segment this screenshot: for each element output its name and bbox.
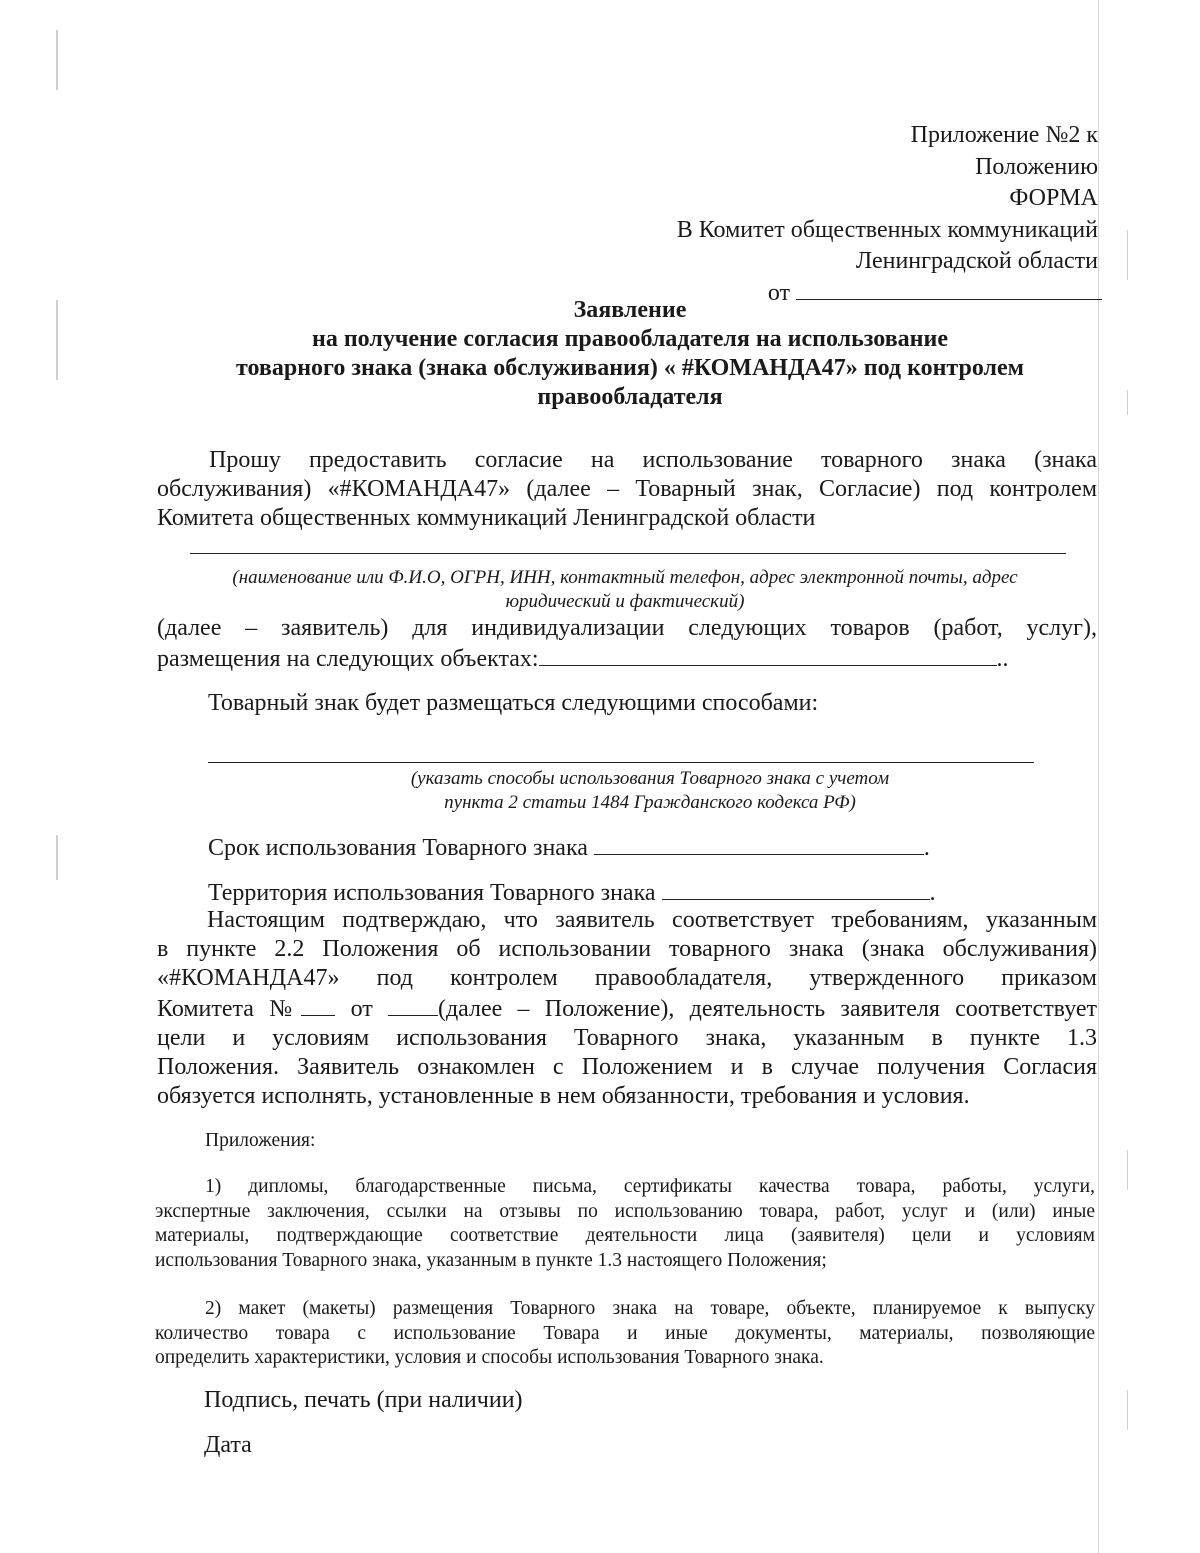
objects-label: размещения на следующих объектах: <box>157 646 539 672</box>
applicant-paragraph <box>157 614 1097 674</box>
attachment-line: количество товара с использование Товара и иные документы, материалы, позволяющие <box>155 1322 1095 1344</box>
order-number-blank[interactable] <box>301 993 335 1016</box>
document-title <box>160 296 1100 412</box>
note-line: пункта 2 статьи 1484 Гражданского кодекса РФ) <box>444 792 856 813</box>
scan-mark <box>1127 230 1128 280</box>
paragraph-line: (далее – заявитель) для индивидуализации следующих товаров (работ, услуг), <box>157 615 1097 641</box>
title-line: товарного знака (знака обслуживания) « #КОМАНДА47» под контролем <box>236 355 1024 381</box>
addressee-block <box>578 120 1098 309</box>
form-label: ФОРМА <box>1009 185 1098 211</box>
region-label: Ленинградской области <box>855 248 1098 274</box>
territory-blank[interactable] <box>662 877 930 900</box>
committee-label: В Комитет общественных коммуникаций <box>676 216 1098 243</box>
title-line: правообладателя <box>537 384 723 410</box>
term-blank[interactable] <box>594 832 924 855</box>
request-paragraph <box>157 446 1097 533</box>
note-line: (указать способы использования Товарного знака с учетом <box>410 768 890 789</box>
attachment-item-1 <box>155 1175 1095 1273</box>
order-number-label: Комитета № <box>157 996 302 1022</box>
scan-mark <box>56 30 58 90</box>
attachment-line: использования Товарного знака, указанным в пункте 1.3 настоящего Положения; <box>155 1249 827 1271</box>
territory-label: Территория использования Товарного знака <box>208 880 656 906</box>
attachment-item-2 <box>155 1297 1095 1371</box>
paragraph-line: обязуется исполнять, установленные в нем обязанности, требования и условия. <box>157 1083 970 1109</box>
paragraph-line: Положения. Заявитель ознакомлен с Положением и в случае получения Согласия <box>157 1054 1097 1080</box>
attachments-heading: Приложения: <box>205 1130 316 1151</box>
note-line: (наименование или Ф.И.О, ОГРН, ИНН, контактный телефон, адрес электронной почты, адрес <box>232 567 1018 588</box>
applicant-blank[interactable] <box>190 553 1066 554</box>
regulation-label: Положению <box>975 153 1098 180</box>
paragraph-line <box>157 993 1097 1024</box>
confirmation-paragraph <box>157 906 1097 1111</box>
objects-blank[interactable] <box>539 643 997 666</box>
order-date-label: от <box>350 996 373 1022</box>
date-label: Дата <box>204 1432 252 1458</box>
paragraph-line: в пункте 2.2 Положения об использовании товарного знака (знака обслуживания) <box>157 936 1097 962</box>
title-line: на получение согласия правообладателя на использование <box>312 326 948 352</box>
title-line: Заявление <box>573 297 687 323</box>
applicant-note <box>150 566 1100 614</box>
methods-note <box>300 767 1000 815</box>
attachment-line: материалы, подтверждающие соответствие деятельности лица (заявителя) цели и условиям <box>155 1225 1095 1247</box>
line-end: .. <box>996 646 1009 672</box>
paragraph-line: «#КОМАНДА47» под контролем правообладателя, утвержденного приказом <box>157 965 1097 991</box>
from-label: от <box>767 279 790 306</box>
paragraph-line <box>157 643 1097 674</box>
scan-mark <box>1127 390 1128 415</box>
scan-mark <box>1127 1390 1128 1430</box>
scan-mark <box>56 835 58 880</box>
territory-row <box>208 877 936 907</box>
paragraph-line: Прошу предоставить согласие на использование товарного знака (знака <box>209 447 1097 473</box>
appendix-label: Приложение №2 к <box>910 122 1098 148</box>
attachment-line: определить характеристики, условия и способы использования Товарного знака. <box>155 1347 824 1369</box>
paragraph-line: цели и условиям использования Товарного знака, указанным в пункте 1.3 <box>157 1025 1097 1051</box>
paragraph-line: обслуживания) «#КОМАНДА47» (далее – Товарный знак, Согласие) под контролем <box>157 476 1097 502</box>
paragraph-line: Настоящим подтверждаю, что заявитель соответствует требованиям, указанным <box>207 907 1097 933</box>
regulation-ref: (далее – Положение), деятельность заявителя соответствует <box>437 996 1098 1022</box>
attachment-line: 1) дипломы, благодарственные письма, сертификаты качества товара, работы, услуги, <box>205 1176 1095 1197</box>
order-date-blank[interactable] <box>388 993 438 1016</box>
methods-blank[interactable] <box>208 762 1034 763</box>
paragraph-line: Комитета общественных коммуникаций Ленинградской области <box>157 505 816 531</box>
attachment-line: 2) макет (макеты) размещения Товарного знака на товаре, объекте, планируемое к выпуску <box>205 1298 1095 1319</box>
term-label: Срок использования Товарного знака <box>208 835 588 861</box>
line-end: . <box>929 880 936 906</box>
line-end: . <box>923 835 930 861</box>
scan-mark <box>1127 1150 1128 1190</box>
note-line: юридический и фактический) <box>505 591 745 612</box>
term-row <box>208 832 930 862</box>
scan-mark <box>56 300 58 380</box>
scan-edge-line <box>1098 0 1099 1553</box>
attachment-line: экспертные заключения, ссылки на отзывы по использованию товара, работ, услуг и (или) иные <box>155 1200 1095 1222</box>
signature-label: Подпись, печать (при наличии) <box>204 1387 523 1413</box>
methods-label: Товарный знак будет размещаться следующими способами: <box>208 690 819 716</box>
